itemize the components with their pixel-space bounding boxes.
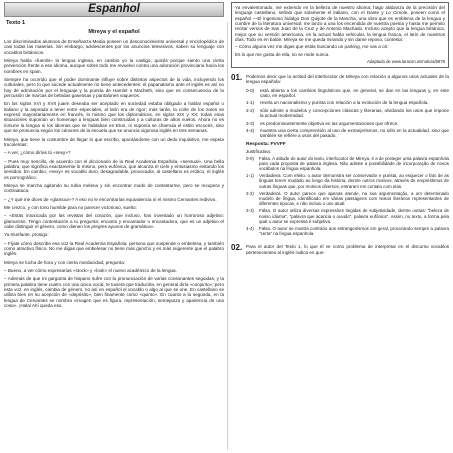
article-paragraph: – «Estás intoxicada por las revistas del corazón, que incluso, han inventado un horroroso adjetivo: glamuroso. Tengo contestación a tu pregunta: encanto y encantador o encantadora, que es un adjetivo el cabe distinguir el género, como dienen los pregres ayunos de gramática». [4,213,224,229]
justification-item [246,156,449,172]
article-paragraph: – ¿Y qué me dices de «glamour»? A eso no le encontrarías equivalencia ni el mismo Cervantes redivivo. [4,196,217,202]
article-paragraph: Mireya habla «fuenlis» la lengua inglesa, en cambio yo la castigo, quizás porque siento una cierta prevención frente a ese idioma, aunque sobre todo me revuelvo contra una adoración provinciana hacia los nombres en spain. [4,58,224,74]
question-01 [231,74,449,238]
column-divider [227,22,228,450]
article-title: Mireya y el español [88,29,140,35]
justification-item [246,208,449,224]
option-text: está abierta a los cambios lingüísticos que, en general, se dan en las lenguas y, en este caso, en español. [260,87,449,99]
justification-code: 4-4) [246,225,254,231]
article-body [4,39,224,308]
question-body [246,74,449,238]
article-paragraph: Ya envalentonado, me extiendo en la belleza de nuestro idioma; hago alabanza de la precisión del lenguaje castellano, señalo que solamente el italiano, con el Dante y Lo Cimole, poseen como el español —El ingenioso hidalgo Don Quijote de la Mancha, una obra que es emblema de la lengua y cumbre de la literatura universal; me lanzo a una los encendida de nuestra poesía y hasta me permito recitar versos de San Juan de la Cruz y de Antonio Machado. Incluso acepto que la lengua británica, mejor que su versión americana, es la actual habla vehicular, la lengua franca, el latín de nuestros días. Todo es en balde. Mireya se me queda mirando y sin darse reposo, contesta: [235,5,445,43]
justification-label: Justificativa: [246,148,272,154]
justification-text: Falsa. O autor se mostra contrário aos estrangeirismos em geral, procurando sempre a palavra "certa" na língua espanhola. [259,225,449,237]
right-column [231,2,449,258]
article-paragraph: Los discriminados alumnos de Enseñanza Media poseen un desconocimiento universal y enciclopédico de casi todas las materias. Sin embargo, adolescentes por los anuncios televisivos, saben su lenguaje con vocablos británicos. [4,39,224,55]
justification-text: Verdadeira. Com efeito, o autor demonstra ser conservador e purista, ao esquecer o fato de as línguas terem mudado ao longo da história, dentre outros motivos, através de empréstimos de outras línguas que, por motivos diversos, entraram em contato com elas. [259,173,449,189]
option-text: revela un nacionalismo y purista con relación a la evolución de la lengua española. [260,100,429,106]
article-paragraph: Me crezco, y con tono humilde para no parecer victorioso, suelto: [4,204,137,210]
justification-item [246,191,449,207]
option-code: 4-4) [246,127,255,133]
article-paragraph: – Bueno, a ver cómo expresarías «stock» y «look» el nuevo académico de la lengua. [4,268,177,274]
texto-label: Texto 1 [6,20,26,26]
option-code: 1-1) [246,100,255,106]
question-02 [231,244,449,258]
option-text: muestra una cierta comprensión al uso de extranjerismos, no sólo en la actualidad, sino que también se refiere a usos del pasado. [260,127,449,139]
justification-code: 3-3) [246,208,254,214]
option-code: 3-3) [246,120,255,126]
answer-option [246,128,449,139]
justification-code: 0-0) [246,155,254,161]
justification-list [246,156,449,237]
article-paragraph: – Además de que mi garganta de hispano sufre con la pronunciación de varias consonantes seguidas, y la primera palabra tiene cuatro con una única vocal, te tuviera que traducirla, en general diría «conjunto»; pero esta voz, en inglés, cambia de género, no así en español el vocablo o algo al que se une. En castellano se utiliza bien en su acepción de «depósito», bien finamente como «quinto». En cuanto a la segunda, en la lengua de Cervantes se nombra «imagen que es figura, representación, semejanza y apariencia de una cosa». ¡Halal Ahí queda eso. [4,276,224,309]
question-number: 02. [231,243,243,253]
article-paragraph: Mireya se lucha de hora y con cierta mordacidad, pregunta: [4,259,126,265]
answer-option [246,108,449,119]
article-paragraph: – Fíjate cómo describe esa voz la Real Academia Española: persona que suspende o embelesa, y también como atractivo físico. No me digas que embelesar no tiene más gancho y es más sugerente que el palabro inglés. [4,240,224,257]
justification-text: Falsa. A atitude do autor do texto, interlocutor de Mireya, é a de proteger uma palavra espanhola para cada proposta de palavra inglesa. Não admite a possibilidade de incorporação de novos vocábulos na língua espanhola. [259,155,449,171]
justification-item [246,173,449,189]
justification-text: Verdadeira. O autor parece que apenas atende, na sua argumentação, a um determinado modelo de língua, identificado em várias passagens com textos literários representantes de diferentes épocas, e não incluiu o uso atual. [259,190,449,207]
left-column [4,2,224,311]
option-text: es predominantemente objetiva en las argumentaciones que ofrece. [260,120,399,126]
justification-code: 1-1) [246,173,254,179]
article-paragraph: Mireya se marcha agitando su rubia melena y sin encontrar modo de contestarme, pero se recupera y contraataca: [4,182,224,194]
article-paragraph: Mireya, que tiene la costumbre de llegar lo que escribo, apuntándome con un dedo inquisitivo, me espeta truculentas: [4,136,224,147]
justification-item [246,226,449,236]
article-paragraph: En los siglos XVI y XVII juaen deseaba ser aceptado en sociedad estaba obligado a hablar español o italiano y la aspirada a tener entre especiales, al latín era de rigor; más tarde, la corte de los zares se expresó mayoritariamente en francés, lo mismo que los diplomáticos, en siglos XIX y XX; todas esas situaciones suponían un homenaje a lenguas bien construidas y a culturas de altos vuelos. Ahora no es inmune la lengua ni los idiomas que se hablaban en Eton, ni suponía se charnula el estilo escocés, sino que se pronuncia según los cánones de la escuela que se anuncia vigorosa inglés en tres semanas. [4,101,224,134]
answer-key: Resposta: FVVFF [246,141,286,147]
article-paragraph: – Cómo alguna vez me digas que estás buscando un parking, me vas a oír. [235,44,389,50]
question-number: 01. [231,73,243,83]
article-paragraph: – Pues muy sencillo, de acuerdo con el diccionario de la Real Academia Española, «sensual». Una bella palabra, que significa exactamente lo mismo, pero eufónica, que alcanza el cielo y entusiasmo evitando los sentidos. En cambio, «sexy» es vocablo duro, desagradable, provocador, al castellano es erótico, el inglés es pornográfico. [4,158,224,180]
article-paragraph: – A ver, ¿cómo dirías tú «sexy»? [4,150,71,156]
answer-option [246,100,449,105]
question-prompt: Para el autor del Texto 1, lo que él ve como problema de interpretar en el discurso vocablos pertenecientes al inglés radica en que: [246,244,449,255]
question-prompt: Podemos decir que la actitud del interlocutor de Mireya con relación a algunos usos actuales de la lengua española: [246,74,449,85]
answer-option [246,121,449,126]
article-continuation-box [231,2,449,68]
question-body [246,244,449,258]
answer-option [246,88,449,99]
article-paragraph: Es lo que me gusta de ella, no se rinde nunca. [235,51,330,57]
option-text: sólo admite a modelos y concepciones clásicas y literarias, olvidando los usos que impone la actual modernidad. [260,107,449,119]
article-continuation [235,5,445,57]
justification-text: Falsa. O autor utiliza diversas expressões tingidas de subjetividade, dentre outras: "beleza de nosso idioma", "palavra que acaricia o ouvido", palavra eufônica". Assim, no texto, a forma pela qual o autor se expressa é subjetiva. [259,208,449,224]
article-paragraph: Siempre ha ocurrido que el poder dominante influye sobre distintos aspectos de la vida, incluyendo los culturales, pero lo que sucede actualmente no tiene antecedentes: el papanatismo ante el inglés es así no hay de admiración por el lenguaje y la poesía de Hamlet o Macbeth, sino que es consecuencia de la percusión de marcas de bebidas gaseosas y pantalones vaqueros. [4,77,224,99]
subject-banner: Espanhol [4,2,224,17]
option-code: 2-2) [246,107,255,113]
option-code: 0-0) [246,87,255,93]
article-source: Adaptado de www.larazon.es/noticia/6878 [367,59,445,65]
justification-code: 2-2) [246,190,254,196]
article-paragraph: Ya triunfante, prosigo: [4,232,49,238]
question-options [246,88,449,139]
